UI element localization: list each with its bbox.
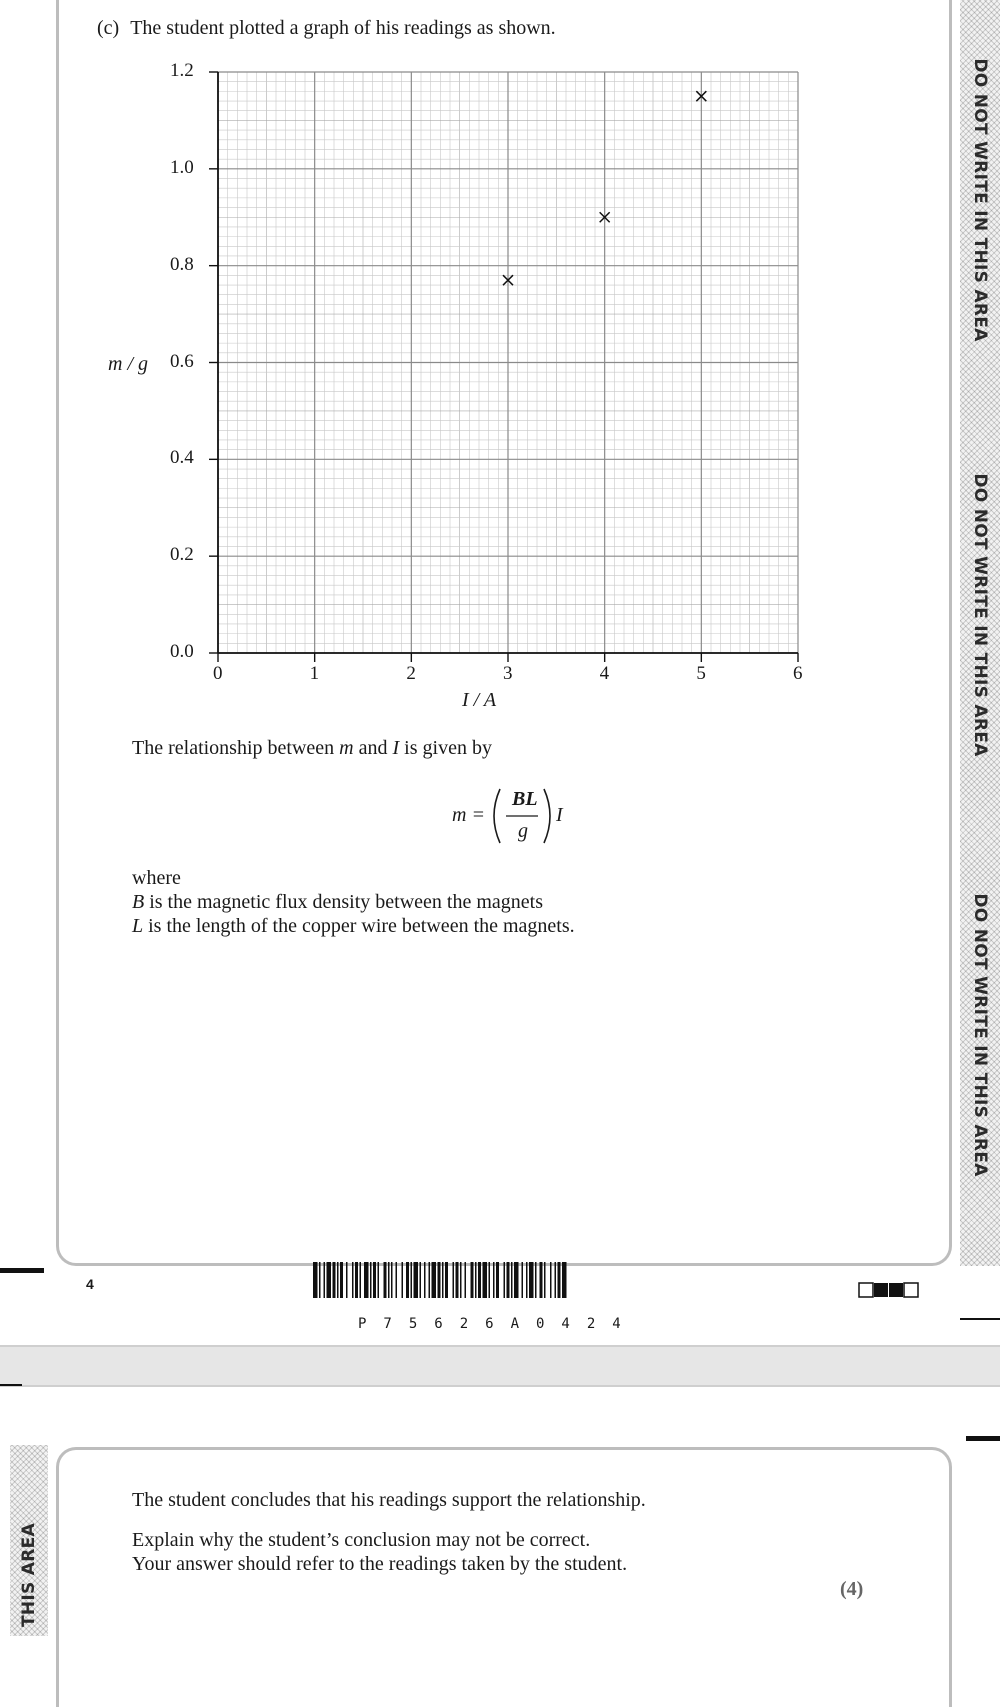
relationship-symbol-i: I <box>392 737 400 759</box>
barcode-bar <box>445 1262 448 1298</box>
barcode-bar <box>373 1262 376 1298</box>
axes <box>209 72 798 662</box>
relationship-part-2: and <box>353 737 393 759</box>
barcode-bar <box>544 1262 546 1298</box>
y-tick-label: 0.6 <box>170 350 194 372</box>
x-tick-label: 4 <box>599 663 610 684</box>
barcode-bar <box>453 1262 455 1298</box>
where-symbol-b: B <box>132 891 145 913</box>
barcode-bar <box>511 1262 513 1298</box>
barcode-bar <box>478 1262 481 1298</box>
barcode-bar <box>529 1262 534 1298</box>
answer-guidance: Your answer should refer to the readings taken by the student. <box>132 1553 628 1575</box>
barcode-bar <box>406 1262 409 1298</box>
equation-lhs: m = <box>452 804 485 826</box>
barcode-bar <box>550 1262 552 1298</box>
barcode-bar <box>352 1262 354 1298</box>
barcode-bar <box>414 1262 419 1298</box>
x-axis-label <box>462 688 496 713</box>
readings-graph <box>0 0 1000 720</box>
barcode-bar <box>535 1262 537 1298</box>
where-line-b <box>132 890 543 915</box>
barcode-bar <box>384 1262 387 1298</box>
left-margin-strip <box>10 1445 48 1636</box>
barcode-bar <box>391 1262 393 1298</box>
relationship-part-3: is given by <box>399 737 492 759</box>
barcode-bar <box>540 1262 543 1298</box>
barcode-bar <box>355 1262 358 1298</box>
page-marker-boxes <box>858 1282 922 1298</box>
barcode-text: P75626A0424 <box>358 1316 638 1332</box>
barcode-bar <box>483 1262 488 1298</box>
barcode-bar <box>514 1262 519 1298</box>
barcode-bar <box>396 1262 398 1298</box>
y-tick-label: 0.2 <box>170 544 194 566</box>
x-tick-label: 2 <box>406 663 416 684</box>
margin-warning-2: DO NOT WRITE IN THIS AREA <box>970 473 990 757</box>
barcode-bar <box>504 1262 506 1298</box>
barcode-bar <box>337 1262 339 1298</box>
barcode-bar <box>526 1262 528 1298</box>
barcode-bar <box>465 1262 467 1298</box>
barcode-bar <box>496 1262 499 1298</box>
barcode-bar <box>429 1262 431 1298</box>
y-tick-label: 1.0 <box>170 156 194 178</box>
explain-instruction: Explain why the student’s conclusion may not be correct. <box>132 1529 591 1551</box>
barcode-bar <box>522 1262 524 1298</box>
registration-mark-right <box>960 1318 1000 1320</box>
barcode-bar <box>364 1262 369 1298</box>
barcode-bar <box>558 1262 561 1298</box>
where-text-l: is the length of the copper wire between the magnets. <box>143 915 575 937</box>
page-number: 4 <box>86 1276 94 1292</box>
barcode-bar <box>555 1262 557 1298</box>
conclusion-text: The student concludes that his readings support the relationship. <box>132 1489 646 1511</box>
barcode-bar <box>402 1262 404 1298</box>
barcode-bar <box>360 1262 362 1298</box>
x-tick-label: 6 <box>793 663 803 684</box>
x-tick-label: 0 <box>213 663 223 684</box>
barcode-bar <box>456 1262 459 1298</box>
question-text: The student plotted a graph of his readings as shown. <box>130 17 556 39</box>
barcode-bar <box>327 1262 332 1298</box>
barcode-bar <box>388 1262 390 1298</box>
equation-rhs: I <box>556 804 563 826</box>
barcode-bar <box>507 1262 510 1298</box>
x-axis-label-text: I / A <box>462 689 497 711</box>
barcode-bar <box>340 1262 343 1298</box>
margin-warning-1: DO NOT WRITE IN THIS AREA <box>970 58 990 342</box>
registration-mark-left <box>0 1268 44 1273</box>
barcode-bar <box>346 1262 348 1298</box>
barcode-bar <box>471 1262 474 1298</box>
barcode-bar <box>378 1262 380 1298</box>
equation-denominator: g <box>518 820 528 842</box>
answer-panel-page-5 <box>56 1447 952 1707</box>
barcode-bar <box>424 1262 426 1298</box>
where-symbol-l: L <box>132 915 144 937</box>
relationship-part-1: The relationship between <box>132 737 340 759</box>
barcode-bar <box>313 1262 318 1298</box>
barcode-bar <box>370 1262 372 1298</box>
relationship-symbol-m: m <box>339 737 354 759</box>
barcode-bar <box>442 1262 444 1298</box>
where-text-b: is the magnetic flux density between the magnets <box>144 891 543 913</box>
barcode <box>313 1262 675 1298</box>
x-tick-label: 5 <box>696 663 706 684</box>
y-tick-label: 1.2 <box>170 60 194 81</box>
where-line-l <box>132 914 575 939</box>
barcode-bar <box>460 1262 462 1298</box>
barcode-bar <box>562 1262 567 1298</box>
barcode-bar <box>475 1262 477 1298</box>
where-label: where <box>132 867 181 889</box>
equation-numerator: BL <box>512 788 538 810</box>
x-tick-label: 3 <box>503 663 513 684</box>
barcode-bar <box>411 1262 413 1298</box>
barcode-bar <box>324 1262 326 1298</box>
y-tick-label: 0.8 <box>170 253 194 275</box>
y-tick-label: 0.0 <box>170 641 194 662</box>
barcode-bar <box>432 1262 437 1298</box>
registration-mark-gap <box>0 1384 22 1386</box>
barcode-bar <box>493 1262 495 1298</box>
y-tick-label: 0.4 <box>170 447 194 469</box>
barcode-bar <box>489 1262 491 1298</box>
x-tick-label: 1 <box>309 663 320 684</box>
registration-mark-page-2 <box>966 1436 1000 1441</box>
page-separator <box>0 1345 1000 1387</box>
marks-label: (4) <box>840 1578 864 1600</box>
barcode-bar <box>420 1262 422 1298</box>
barcode-bar <box>438 1262 441 1298</box>
margin-warning-left: THIS AREA <box>19 1522 39 1628</box>
margin-warning-3: DO NOT WRITE IN THIS AREA <box>970 893 990 1177</box>
barcode-bar <box>333 1262 336 1298</box>
relationship-sentence <box>132 736 492 761</box>
y-axis-label: m / g <box>108 353 148 375</box>
question-label: (c) <box>97 17 120 39</box>
equation <box>452 785 582 847</box>
barcode-bar <box>319 1262 321 1298</box>
